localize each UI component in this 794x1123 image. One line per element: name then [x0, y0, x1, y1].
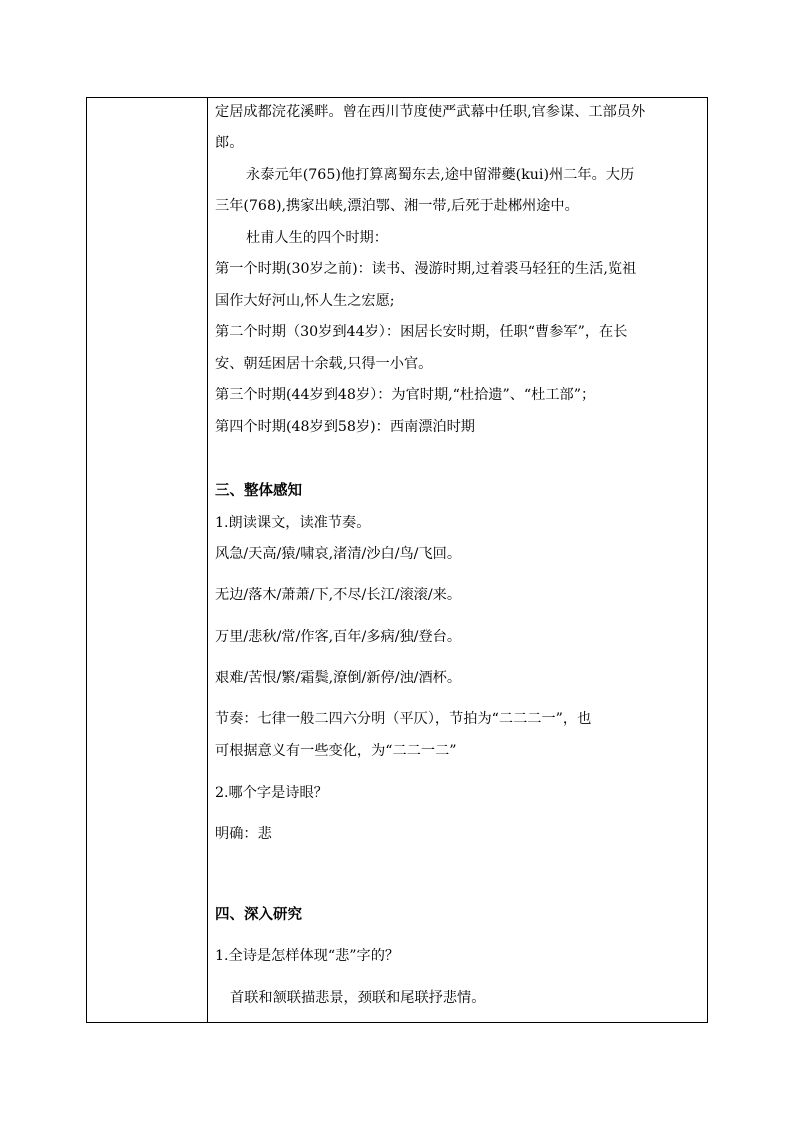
- intro-line-3: 永泰元年(765)他打算离蜀东去,途中留滞夔(kui)州二年。大历: [246, 167, 635, 183]
- table-left-column: [87, 98, 208, 1022]
- rhythm-line-b: 可根据意义有一些变化，为“二二一二”: [215, 743, 457, 759]
- section-4-question-1: 1.全诗是怎样体现“悲”字的？: [215, 948, 400, 964]
- poem-line-1: 风急/天高/猿/啸哀,渚清/沙白/鸟/飞回。: [215, 546, 462, 562]
- life-periods-title: 杜甫人生的四个时期：: [246, 230, 388, 246]
- period-3-line: 第三个时期(44岁到48岁）：为官时期,“杜拾遗”、“杜工部”；: [215, 387, 596, 403]
- section-4-answer-1: 首联和颔联描悲景，颈联和尾联抒悲情。: [230, 990, 486, 1006]
- section-3-answer-2: 明确：悲: [215, 826, 272, 842]
- rhythm-line-a: 节奏：七律一般二四六分明（平仄），节拍为“二二二一”，也: [215, 711, 592, 727]
- period-1-line-a: 第一个时期(30岁之前)：读书、漫游时期,过着裘马轻狂的生活,览祖: [215, 261, 637, 277]
- period-4-line: 第四个时期(48岁到58岁)：西南漂泊时期: [215, 419, 475, 435]
- poem-line-2: 无边/落木/萧萧/下,不尽/长江/滚滚/来。: [215, 587, 462, 603]
- lesson-table: [86, 97, 708, 1023]
- intro-line-2: 郎。: [215, 135, 244, 151]
- section-3-heading: 三、整体感知: [215, 482, 302, 499]
- section-4-heading: 四、深入研究: [215, 906, 302, 923]
- period-2-line-a: 第二个时期（30岁到44岁）：困居长安时期，任职“曹参军”，在长: [215, 324, 628, 340]
- period-2-line-b: 安、朝廷困居十余载,只得一小官。: [215, 356, 433, 372]
- intro-line-4: 三年(768),携家出峡,漂泊鄂、湘一带,后死于赴郴州途中。: [215, 198, 579, 214]
- intro-line-1: 定居成都浣花溪畔。曾在西川节度使严武幕中任职,官参谋、工部员外: [215, 104, 646, 120]
- poem-line-3: 万里/悲秋/常/作客,百年/多病/独/登台。: [215, 629, 462, 645]
- table-content-column: [208, 98, 707, 1022]
- section-3-question-2: 2.哪个字是诗眼？: [215, 785, 328, 801]
- section-3-question-1: 1.朗读课文，读准节奏。: [215, 515, 371, 531]
- poem-line-4: 艰难/苦恨/繁/霜鬓,潦倒/新停/浊/酒杯。: [215, 670, 462, 686]
- period-1-line-b: 国作大好河山,怀人生之宏愿;: [215, 293, 395, 309]
